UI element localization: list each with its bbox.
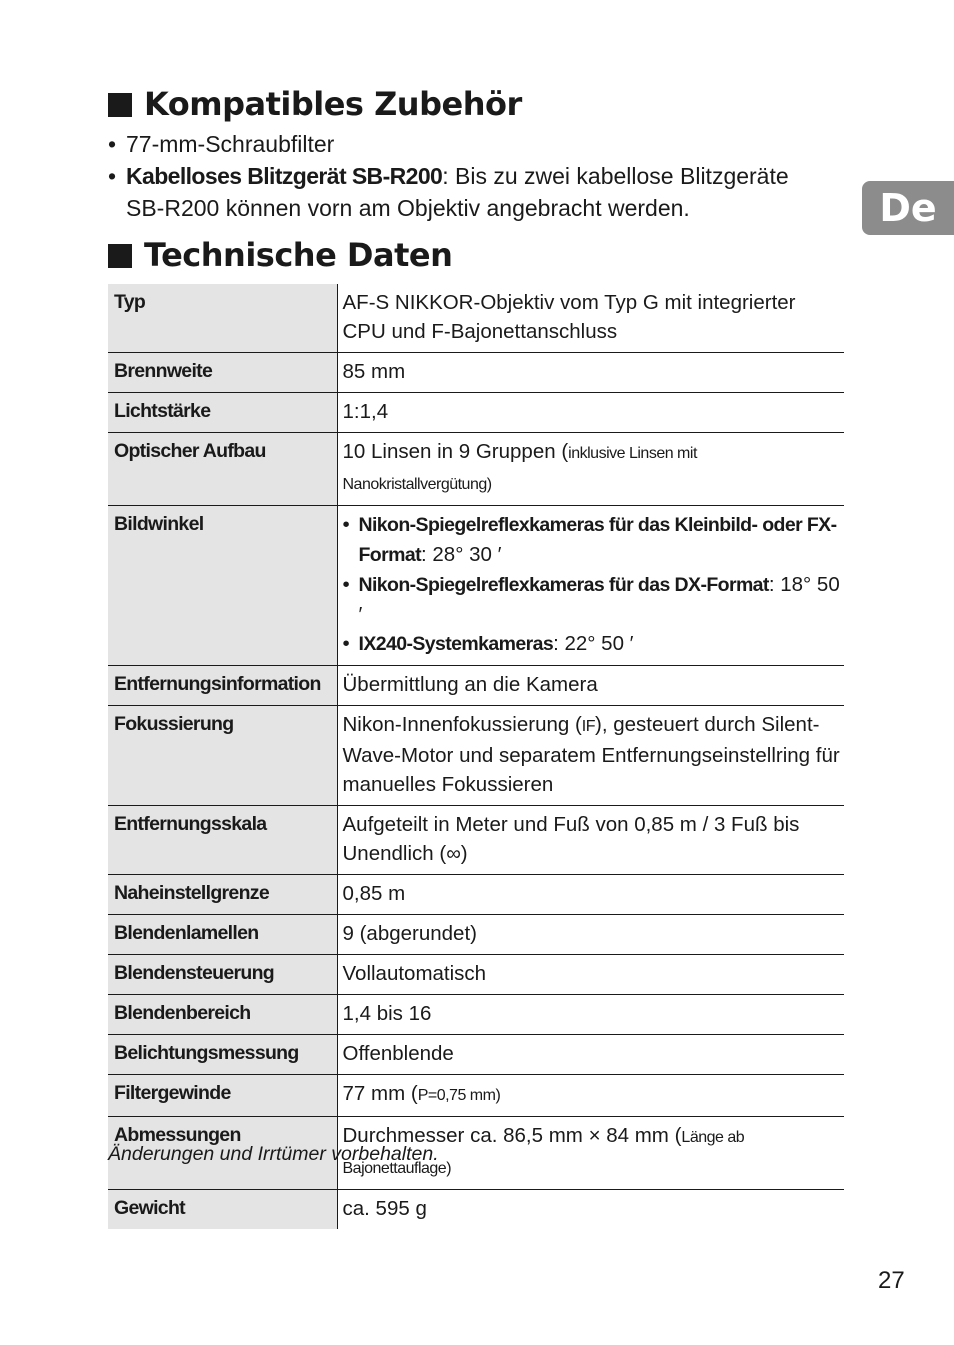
spec-value-main: Durchmesser ca. 86,5 mm × 84 mm ( bbox=[342, 1124, 682, 1147]
spec-value: 9 (abgerundet) bbox=[337, 915, 844, 955]
table-row bbox=[108, 666, 844, 706]
table-row bbox=[108, 393, 844, 433]
spec-value: Aufgeteilt in Meter und Fuß von 0,85 m / 3 Fuß bis Unendlich (∞) bbox=[337, 806, 844, 875]
table-row bbox=[108, 995, 844, 1035]
spec-value-tail: ), gesteuert durch Silent-Wave-Motor und separatem Entfernungseinstellring für manuelles Fokussieren bbox=[342, 713, 840, 796]
list-item-bold: Nikon-Spiegelreflexkameras für das DX-Format bbox=[358, 574, 769, 596]
angle-of-view-list bbox=[343, 510, 841, 659]
section-title: Kompatibles Zubehör bbox=[144, 85, 522, 123]
bullet-dot-icon: • bbox=[342, 573, 350, 596]
spec-value: ca. 595 g bbox=[337, 1190, 844, 1230]
list-item-bold: Kabelloses Blitzgerät SB-R200 bbox=[126, 163, 443, 189]
list-item bbox=[343, 570, 841, 629]
list-item-text: : 18° 50 ′ bbox=[358, 573, 840, 626]
spec-value: 0,85 m bbox=[337, 875, 844, 915]
table-row bbox=[108, 915, 844, 955]
spec-value: Vollautomatisch bbox=[337, 955, 844, 995]
spec-value: Offenblende bbox=[337, 1035, 844, 1075]
spec-value bbox=[337, 706, 844, 806]
spec-key: Typ bbox=[108, 284, 337, 353]
table-row bbox=[108, 955, 844, 995]
table-row bbox=[108, 284, 844, 353]
table-row bbox=[108, 706, 844, 806]
table-row bbox=[108, 806, 844, 875]
spec-value-main: 10 Linsen in 9 Gruppen ( bbox=[342, 440, 569, 463]
spec-value-note: P=0,75 mm) bbox=[417, 1087, 501, 1104]
spec-value-main: Nikon-Innenfokussierung ( bbox=[342, 713, 582, 736]
spec-value bbox=[337, 506, 844, 666]
spec-key: Belichtungsmessung bbox=[108, 1035, 337, 1075]
specs-table bbox=[108, 284, 844, 1229]
spec-key: Blendenlamellen bbox=[108, 915, 337, 955]
accessories-list bbox=[108, 128, 808, 224]
spec-value bbox=[337, 433, 844, 506]
bullet-dot-icon: • bbox=[108, 131, 117, 157]
spec-value: 1,4 bis 16 bbox=[337, 995, 844, 1035]
spec-key: Abmessungen bbox=[108, 1117, 337, 1190]
bullet-dot-icon: • bbox=[342, 513, 350, 536]
list-item bbox=[343, 629, 841, 659]
spec-value-note: Länge ab Bajonettauflage) bbox=[342, 1129, 745, 1177]
spec-key: Blendenbereich bbox=[108, 995, 337, 1035]
section-heading-accessories bbox=[108, 86, 522, 122]
bullet-dot-icon: • bbox=[108, 163, 117, 189]
table-row bbox=[108, 433, 844, 506]
table-row bbox=[108, 1035, 844, 1075]
spec-key: Entfernungsskala bbox=[108, 806, 337, 875]
table-row bbox=[108, 875, 844, 915]
list-item-bold: Nikon-Spiegelreflexkameras für das Kleinbild- oder FX-Format bbox=[358, 514, 837, 566]
spec-key: Gewicht bbox=[108, 1190, 337, 1230]
list-item-bold: IX240-Systemkameras bbox=[358, 633, 554, 655]
spec-key: Brennweite bbox=[108, 353, 337, 393]
table-row bbox=[108, 1190, 844, 1230]
spec-value-main: 77 mm ( bbox=[342, 1082, 418, 1105]
spec-key: Filtergewinde bbox=[108, 1075, 337, 1117]
section-heading-specs bbox=[108, 237, 452, 273]
spec-value: 85 mm bbox=[337, 353, 844, 393]
footnote: Änderungen und Irrtümer vorbehalten. bbox=[108, 1143, 439, 1165]
table-row bbox=[108, 506, 844, 666]
list-item bbox=[343, 510, 841, 570]
spec-key: Naheinstellgrenze bbox=[108, 875, 337, 915]
list-item bbox=[108, 128, 808, 160]
bullet-dot-icon: • bbox=[342, 632, 350, 655]
list-item bbox=[108, 160, 808, 224]
spec-key: Bildwinkel bbox=[108, 506, 337, 666]
table-row bbox=[108, 353, 844, 393]
spec-value bbox=[337, 1075, 844, 1117]
language-tab[interactable]: De bbox=[862, 181, 954, 235]
list-item-text: : 22° 50 ′ bbox=[553, 632, 634, 655]
spec-value: 1:1,4 bbox=[337, 393, 844, 433]
spec-key: Blendensteuerung bbox=[108, 955, 337, 995]
spec-value-note: IF bbox=[581, 718, 596, 735]
table-row bbox=[108, 1075, 844, 1117]
square-bullet-icon bbox=[108, 93, 132, 117]
list-item-text: : Bis zu zwei kabellose Blitzgeräte SB-R200 können vorn am Objektiv angebracht werden. bbox=[126, 163, 789, 221]
spec-key: Entfernungsinformation bbox=[108, 666, 337, 706]
page-number: 27 bbox=[878, 1267, 905, 1294]
spec-value: AF-S NIKKOR-Objektiv vom Typ G mit integrierter CPU und F-Bajonettanschluss bbox=[337, 284, 844, 353]
spec-key: Lichtstärke bbox=[108, 393, 337, 433]
spec-value: Übermittlung an die Kamera bbox=[337, 666, 844, 706]
spec-key: Optischer Aufbau bbox=[108, 433, 337, 506]
spec-key: Fokussierung bbox=[108, 706, 337, 806]
section-title: Technische Daten bbox=[144, 236, 453, 274]
list-item-text: : 28° 30 ′ bbox=[421, 543, 502, 566]
square-bullet-icon bbox=[108, 244, 132, 268]
list-item-text: 77-mm-Schraubfilter bbox=[126, 131, 335, 157]
spec-value-note: inklusive Linsen mit Nanokristallvergütung) bbox=[342, 445, 697, 493]
